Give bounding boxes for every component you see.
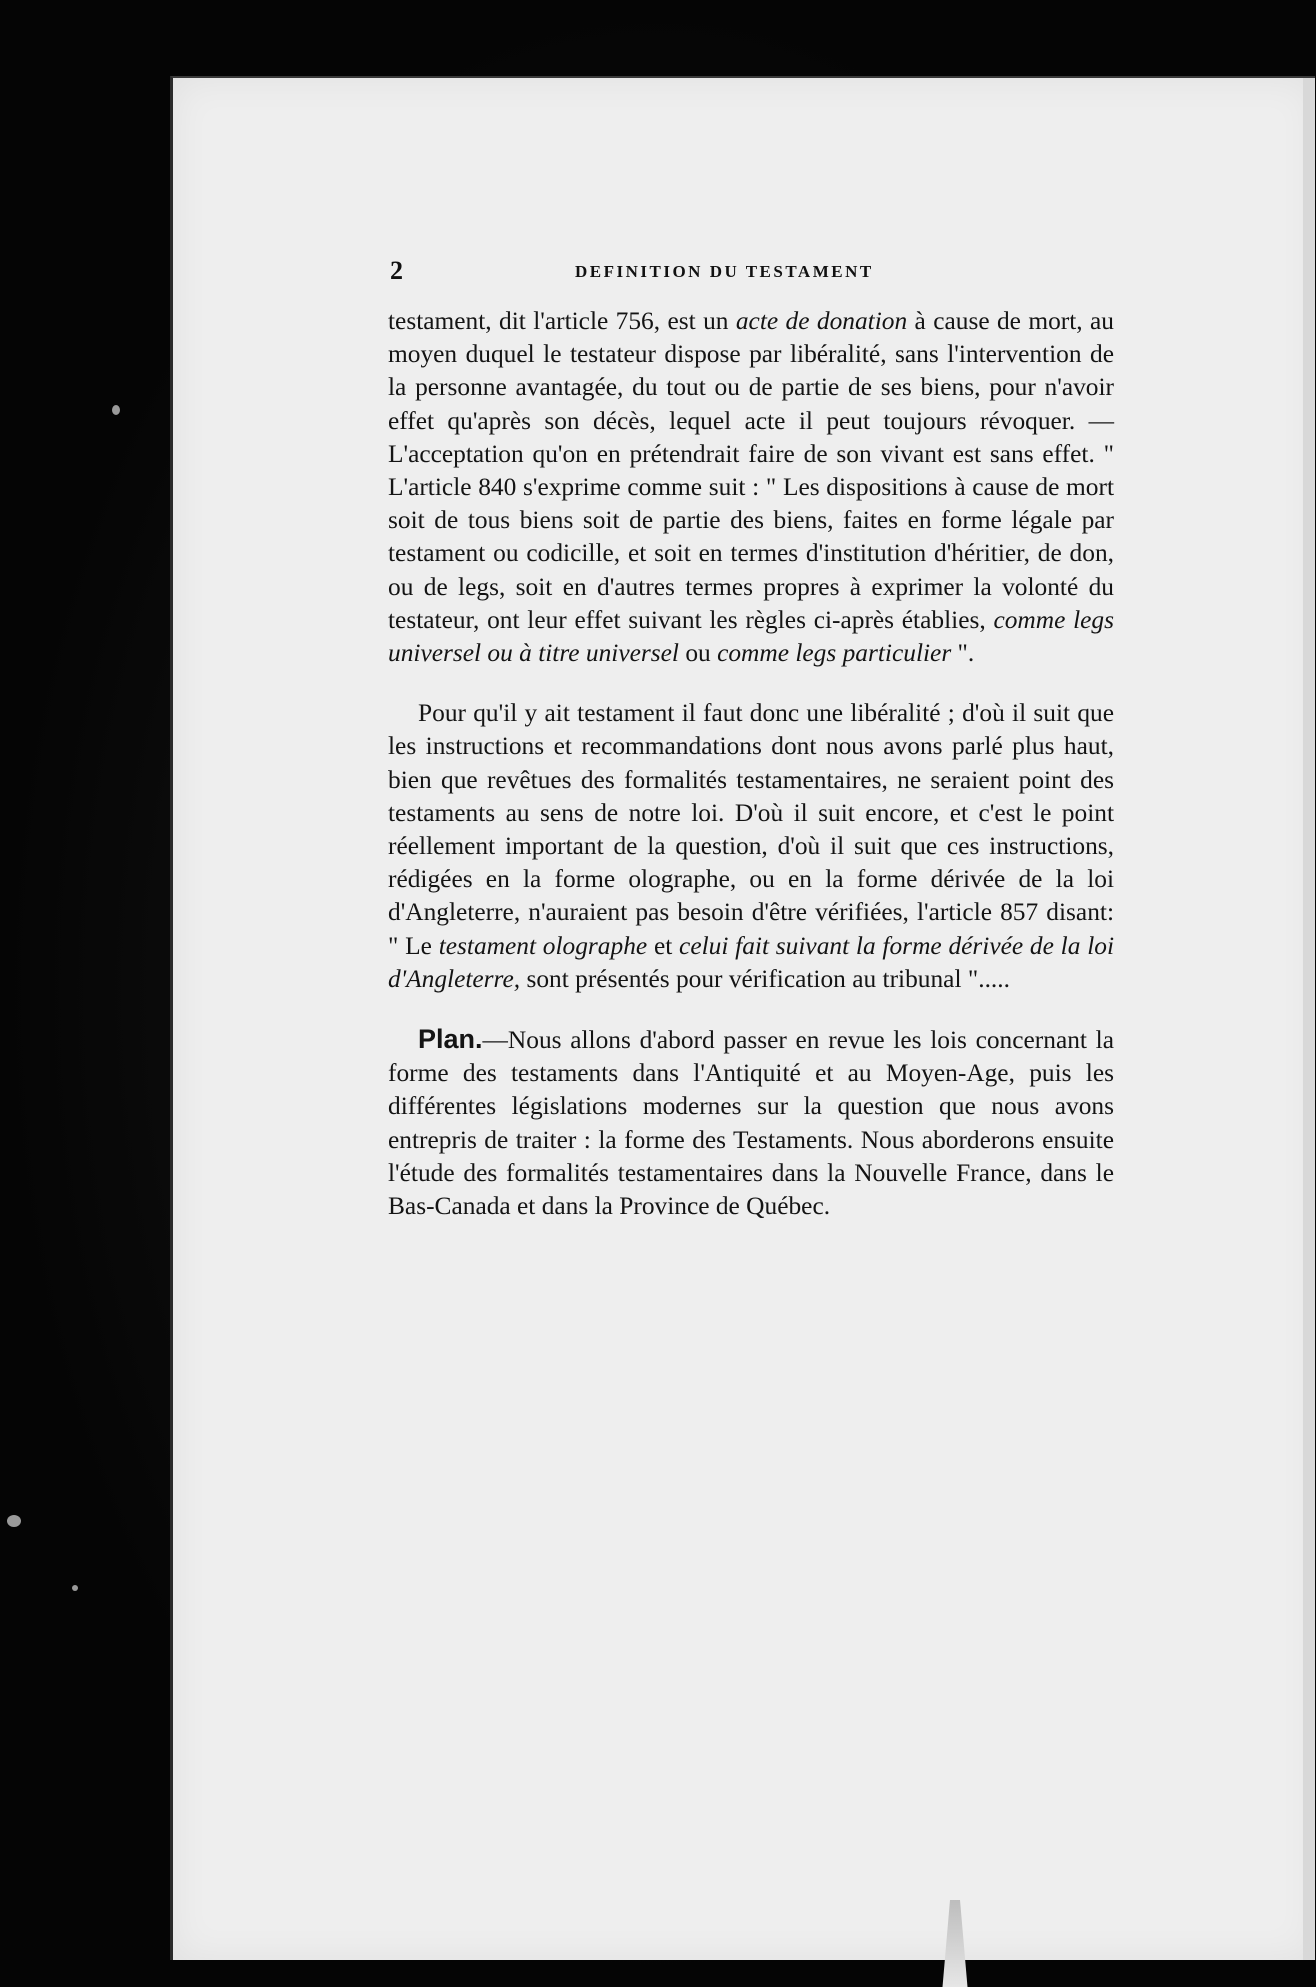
italic-quotation: comme legs universel ou à titre universel [388,605,1114,668]
body-text [388,305,1114,1250]
text-run: ou [679,639,718,668]
italic-quotation: acte de donation [735,307,908,335]
text-run: —Nous allons d'abord passer en revue les lois concernant la forme des testaments dans l'Antiquité et au Moyen-Age, puis les différentes législations modernes sur la question que nous avons entrepris de traiter : la forme des Testaments. Nous aborderons ensuite l'étude des formalités testamentaires dans la Nouvelle France, dans le Bas-Canada et dans la Province de Québec. [388,1026,1114,1221]
text-run: sont présentés pour vérification au tribunal "..... [520,964,1010,993]
italic-quotation: celui fait suivant la forme dérivée de la loi d'Angleterre, [388,931,1114,993]
paragraph-plan [388,1023,1114,1223]
running-head [220,256,1220,288]
text-run: ". [951,639,975,668]
scan-speck [72,1585,78,1591]
paragraph-lead-word: Plan. [418,1024,483,1055]
page-edge [1303,78,1315,1960]
text-run: testament, dit l'article 756, est un [388,307,736,335]
text-run: à cause de mort, au moyen duquel le testateur dispose par libéralité, sans l'intervention de la personne avantagée, du tout ou de partie de ses biens, pour n'avoir effet qu'après son décès, lequel acte il peut toujours révoquer. —L'acceptation qu'on en prétendrait faire de son vivant est sans effet. " L'article 840 s'exprime comme suit : " Les dispositions à cause de mort soit de tous biens soit de partie des biens, faites en forme légale par testament ou codicille, et soit en termes d'institution d'héritier, de don, ou de legs, soit en d'autres termes propres à exprimer la volonté du testateur, ont leur effet suivant les règles ci-après établies, [388,307,1114,634]
page-number: 2 [390,256,403,285]
text-run: Pour qu'il y ait testament il faut donc une libéralité ; d'où il suit que les instructions et recommandations dont nous avons parlé plus haut, bien que revêtues des formalités testamentaires, ne seraient point des testaments au sens de notre loi. D'où il suit encore, et c'est le point réellement important de la question, d'où il suit que ces instructions, rédigées en la forme olographe, ou en la forme dérivée de la loi d'Angleterre, n'auraient pas besoin d'être vérifiées, l'article 857 disant: " Le [388,699,1114,960]
italic-quotation: comme legs particulier [717,639,952,668]
text-run: et [647,931,680,960]
scan-speck [112,405,120,415]
italic-quotation: testament olographe [438,931,648,960]
running-title: DEFINITION DU TESTAMENT [575,262,874,281]
paragraph-liberalite [388,697,1114,996]
scan-speck [7,1515,21,1527]
paragraph-continuation [388,305,1114,670]
